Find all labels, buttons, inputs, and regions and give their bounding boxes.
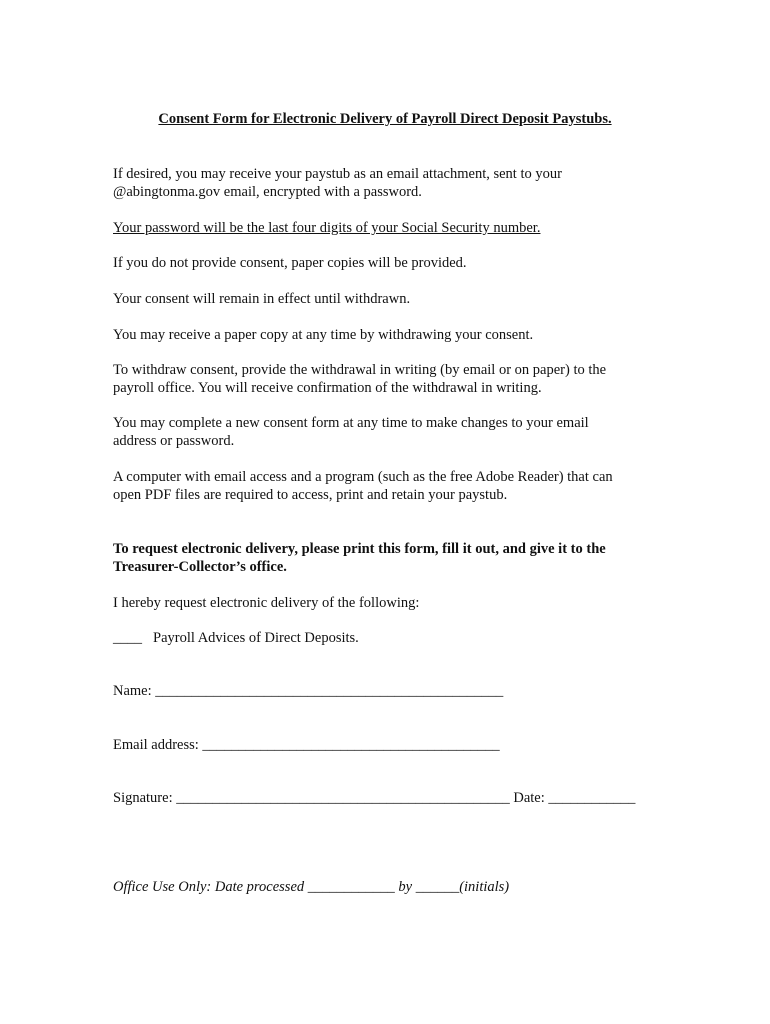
option-blank[interactable]: ____ bbox=[113, 630, 142, 646]
request-statement: I hereby request electronic delivery of the following: bbox=[113, 595, 420, 611]
name-field[interactable]: Name: ________________________________________________ bbox=[113, 683, 504, 699]
paragraph-line: To withdraw consent, provide the withdrawal in writing (by email or on paper) to the bbox=[113, 362, 607, 378]
paragraph-requirements bbox=[113, 468, 653, 504]
paragraph-line: @abingtonma.gov email, encrypted with a password. bbox=[113, 184, 422, 200]
instructions-text bbox=[113, 540, 653, 576]
signature-date-field[interactable]: Signature: ______________________________________________ Date: ____________ bbox=[113, 790, 636, 806]
instructions-line: To request electronic delivery, please print this form, fill it out, and give it to the bbox=[113, 541, 606, 557]
document-title: Consent Form for Electronic Delivery of Payroll Direct Deposit Paystubs. bbox=[158, 111, 612, 127]
paragraph-no-consent: If you do not provide consent, paper copies will be provided. bbox=[113, 255, 467, 271]
paragraph-paper-copy: You may receive a paper copy at any time by withdrawing your consent. bbox=[113, 327, 534, 343]
paragraph-withdraw-consent bbox=[113, 361, 653, 397]
paragraph-consent-duration: Your consent will remain in effect until withdrawn. bbox=[113, 291, 411, 307]
paragraph-line: If desired, you may receive your paystub as an email attachment, sent to your bbox=[113, 166, 562, 182]
paragraph-password-note: Your password will be the last four digits of your Social Security number. bbox=[113, 220, 541, 236]
paragraph-email-attachment bbox=[113, 165, 653, 201]
paragraph-new-form bbox=[113, 414, 653, 450]
option-label: Payroll Advices of Direct Deposits. bbox=[153, 630, 359, 646]
paragraph-line: payroll office. You will receive confirmation of the withdrawal in writing. bbox=[113, 380, 542, 396]
paragraph-line: open PDF files are required to access, print and retain your paystub. bbox=[113, 487, 508, 503]
paragraph-line: address or password. bbox=[113, 433, 235, 449]
office-use-line: Office Use Only: Date processed ____________ by ______(initials) bbox=[113, 879, 510, 895]
paragraph-line: A computer with email access and a program (such as the free Adobe Reader) that can bbox=[113, 469, 613, 485]
email-field[interactable]: Email address: _________________________________________ bbox=[113, 737, 500, 753]
paragraph-line: You may complete a new consent form at any time to make changes to your email bbox=[113, 415, 589, 431]
option-payroll-advices bbox=[113, 629, 653, 647]
instructions-line: Treasurer-Collector’s office. bbox=[113, 559, 287, 575]
